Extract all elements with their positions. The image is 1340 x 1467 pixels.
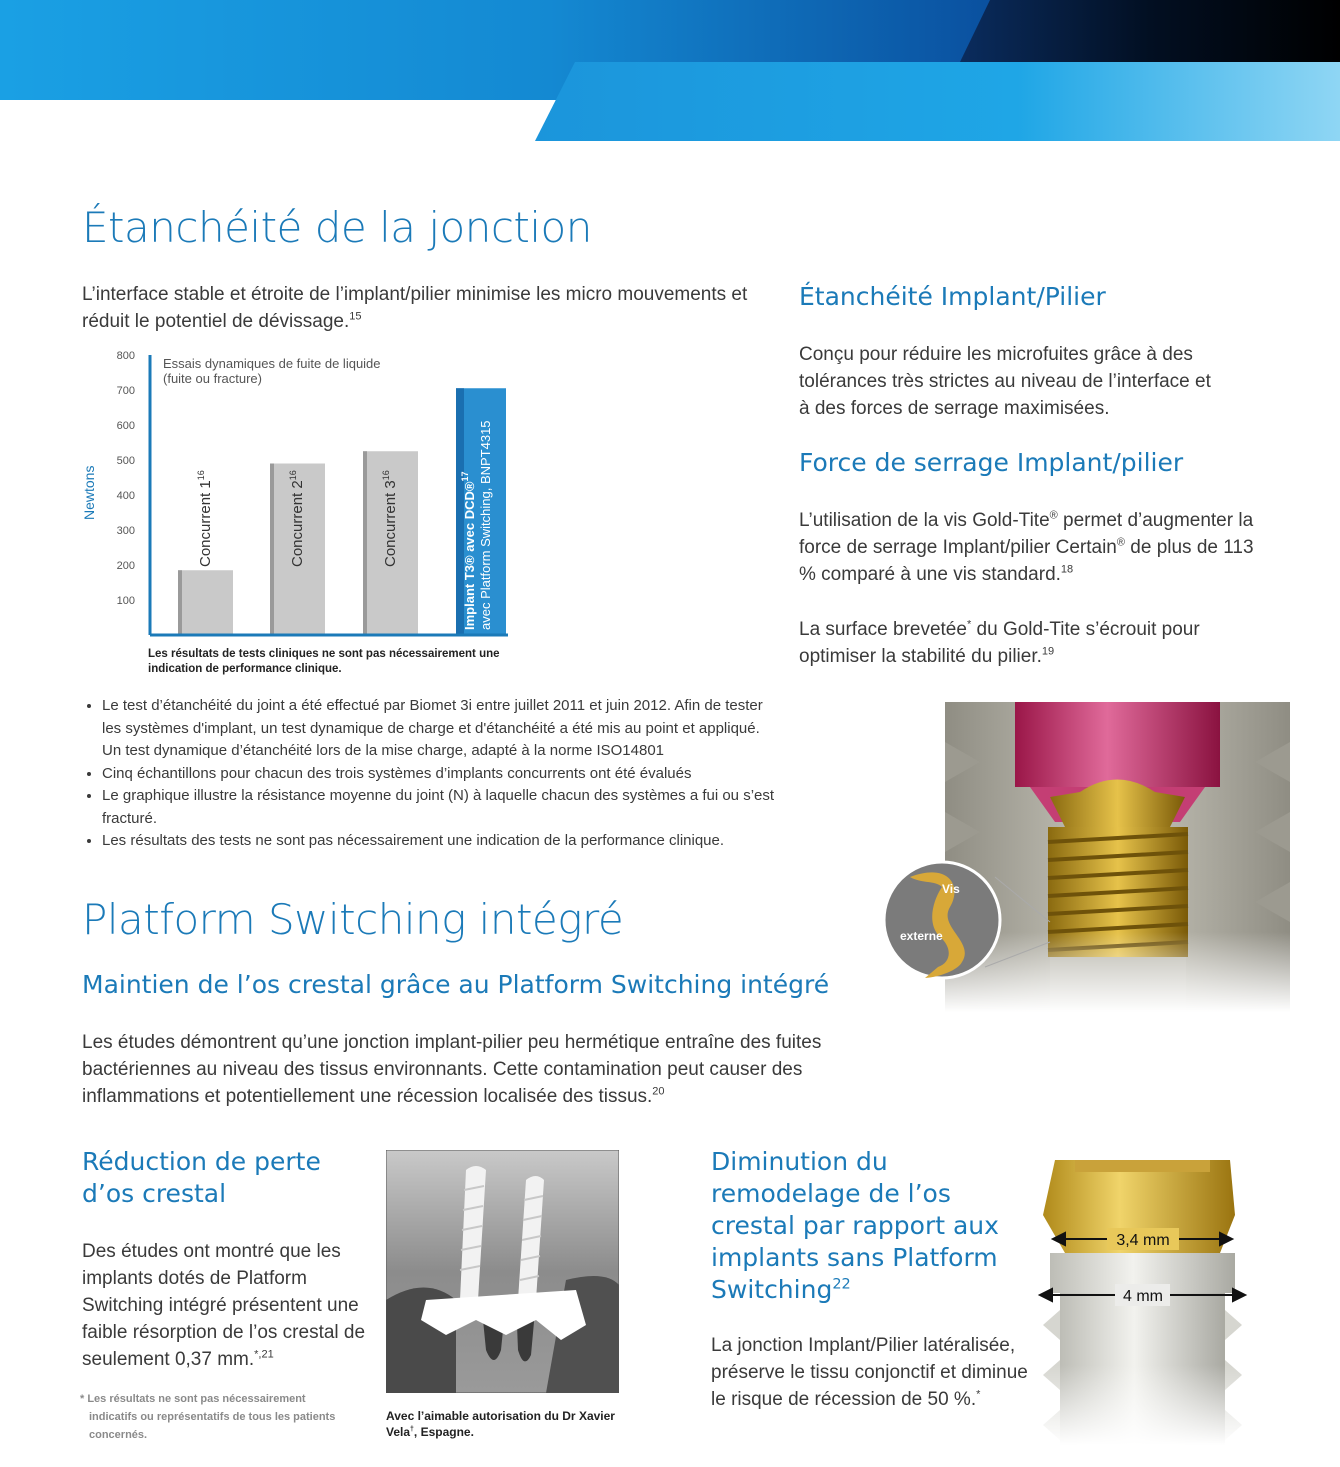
bar-label-3 (381, 470, 399, 567)
y-tick-label: 400 (116, 490, 135, 502)
bar-label-ref: 16 (288, 470, 298, 481)
force-text-a: L’utilisation de la vis Gold-Tite (799, 510, 1050, 531)
surface-ref: 19 (1041, 645, 1055, 658)
bar-label-ref: 16 (196, 470, 206, 481)
xray-caption (386, 1408, 636, 1440)
header-banner (0, 0, 1340, 145)
chart-title-line2: (fuite ou fracture) (163, 371, 262, 386)
dagger-mark: † (410, 1426, 414, 1433)
force-text-b: permet d’augmenter la force de serrage Implant/pilier Certain (799, 510, 1254, 558)
platform-ref: 20 (652, 1085, 665, 1098)
bar-label-2 (288, 470, 306, 567)
bar-label-1 (196, 470, 214, 567)
heading-remodeling (711, 1146, 1031, 1306)
xray-caption-a: Avec l’aimable autorisation du Dr Xavier Vela (386, 1409, 615, 1439)
bar-label-text: Concurrent 2 (289, 480, 306, 567)
reg-mark: ® (1116, 536, 1125, 549)
heading-seal: Étanchéité Implant/Pilier (799, 282, 1106, 311)
bar-shadow (270, 464, 274, 636)
intro-paragraph (82, 281, 772, 335)
dimension-4mm: 4 mm (1123, 1288, 1163, 1305)
remodeling-text-main: La jonction Implant/Pilier latéralisée, préserve le tissu conjonctif et diminue le risque de récession de 50 %. (711, 1335, 1028, 1410)
bar-label-text: Concurrent 1 (197, 480, 214, 567)
bar-label-ref: 16 (381, 470, 391, 481)
bar-label-ref: 17 (460, 471, 470, 482)
bone-loss-footnote: * Les résultats ne sont pas nécessairement indicatifs ou représentatifs de tous les patients concernés. (80, 1393, 336, 1441)
heading-bone-loss: Réduction de perte d’os crestal (82, 1147, 321, 1208)
test-notes-list (82, 695, 782, 853)
y-tick-label: 700 (116, 385, 135, 397)
reg-mark: ® (1049, 509, 1058, 522)
force-text (799, 507, 1259, 588)
bullet-item: • Le graphique illustre la résistance moyenne du joint (N) à laquelle chacun des systèmes a fui ou s’est fracturé. (102, 785, 782, 830)
inset-label-externe: externe (900, 929, 943, 943)
bar-shadow (363, 451, 367, 635)
test-notes (82, 695, 782, 853)
bar-label-text: Concurrent 3 (382, 480, 399, 567)
platform-text: Les études démontrent qu’une jonction implant-pilier peu hermétique entraîne des fuites bactériennes au niveau des tissus environnants. Cette contamination peut causer des inflammations et potentiellement une récession localisée des tissus. (82, 1032, 822, 1107)
y-tick-label: 500 (116, 455, 135, 467)
y-tick-label: 800 (116, 350, 135, 362)
xray-caption-b: , Espagne. (413, 1425, 474, 1439)
bar-shadow (178, 570, 182, 635)
bone-loss-text (82, 1238, 372, 1373)
dimension-3-4mm: 3,4 mm (1116, 1232, 1170, 1249)
bone-loss-ref: *,21 (254, 1348, 274, 1361)
bone-loss-text-main: Des études ont montré que les implants dotés de Platform Switching intégré présentent une faible résorption de l’os crestal de seulement 0,37 mm. (82, 1241, 366, 1370)
chart-footnote: Les résultats de tests cliniques ne sont pas nécessairement une indication de performance clinique. (148, 648, 500, 675)
intro-ref: 15 (349, 310, 362, 323)
section-title-seal: Étanchéité de la jonction (82, 203, 592, 252)
section-title-platform: Platform Switching intégré (82, 895, 624, 944)
star-mark: * (966, 618, 972, 631)
y-tick-label: 300 (116, 525, 135, 537)
y-tick-label: 200 (116, 560, 135, 572)
bar-1 (178, 570, 233, 635)
heading-remodeling-text: Diminution du remodelage de l’os crestal par rapport aux implants sans Platform Switching (711, 1147, 999, 1304)
bar-label-text: Implant T3® avec DCD® (462, 481, 477, 630)
star-mark: * (976, 1388, 981, 1401)
bar-label-sub: avec Platform Switching, BNPT4315 (478, 420, 493, 630)
surface-text-a: La surface brevetée (799, 619, 967, 640)
subtitle-platform: Maintien de l’os crestal grâce au Platform Switching intégré (82, 970, 830, 999)
xray-image (386, 1150, 619, 1393)
y-tick-label: 100 (116, 595, 135, 607)
platform-paragraph (82, 1029, 872, 1110)
bullet-item: • Les résultats des tests ne sont pas nécessairement une indication de la performance clinique. (102, 830, 782, 853)
remodeling-text (711, 1332, 1041, 1413)
y-axis-label: Newtons (81, 465, 97, 520)
inset-label-vis: Vis (942, 882, 960, 896)
heading-force: Force de serrage Implant/pilier (799, 448, 1184, 477)
remodeling-ref: 22 (832, 1276, 851, 1293)
leak-test-chart (70, 345, 520, 645)
y-tick-label: 600 (116, 420, 135, 432)
surface-text-b: du Gold-Tite s’écrouit pour optimiser la stabilité du pilier. (799, 619, 1200, 667)
seal-text: Conçu pour réduire les microfuites grâce à des tolérances très strictes au niveau de l’interface et à des forces de serrage maximisées. (799, 344, 1211, 419)
force-text-c: de plus de 113 % comparé à une vis standard. (799, 537, 1254, 585)
implant-screw-illustration (880, 702, 1340, 1012)
force-ref: 18 (1060, 563, 1074, 576)
bullet-item: • Le test d’étanchéité du joint a été effectué par Biomet 3i entre juillet 2011 et juin 2012. Afin de tester les systèmes d'implant, un test dynamique de charge et d'étanchéité a été mis au point et appliqué. Un test dynamique d’étanchéité lors de la mise charge, adapté à la norme ISO14801 (102, 695, 782, 763)
chart-title: Essais dynamiques de fuite de liquide (163, 356, 381, 371)
intro-text: L’interface stable et étroite de l’implant/pilier minimise les micro mouvements et réduit le potentiel de dévissage. (82, 284, 748, 332)
abutment-illustration (1035, 1145, 1250, 1445)
bar-label-4 (460, 472, 477, 631)
surface-text (799, 616, 1249, 670)
bullet-item: • Cinq échantillons pour chacun des trois systèmes d’implants concurrents ont été évalués (102, 763, 782, 786)
